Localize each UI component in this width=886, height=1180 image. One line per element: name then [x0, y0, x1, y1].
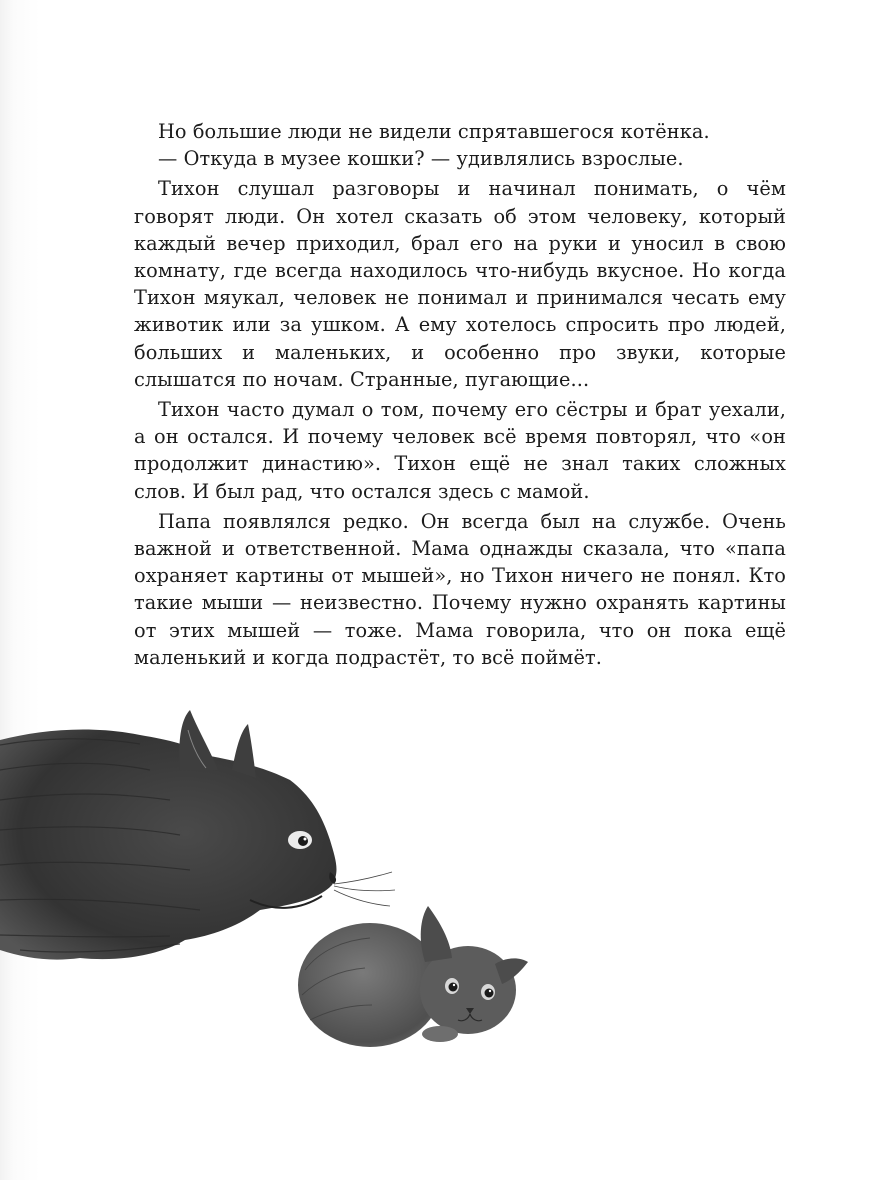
paragraph-1: Но большие люди не видели спрятавшегося котёнка.	[158, 120, 710, 143]
mother-cat-ear-left	[179, 710, 218, 770]
mother-cat-ear-right	[232, 724, 256, 778]
paragraph-5: Папа появлялся редко. Он всегда был на службе. Очень важной и ответственной. Мама однажды сказала, что «папа охраняет картины от мышей», но Тихон ничего не понял. Кто такие мыши — неизвестно. Почему нужно охранять картины от этих мышей — тоже. Мама говорила, что он пока ещё маленький и когда подрастёт, то всё поймёт.	[134, 509, 786, 669]
paragraph-3: Тихон слушал разговоры и начинал понимать, о чём говорят люди. Он хотел сказать об этом человеку, который каждый вечер приходил, брал его на руки и уносил в свою комнату, где всегда находилось что-нибудь вкусное. Но когда Тихон мяукал, человек не понимал и принимался чесать ему животик или за ушком. А ему хотелось спросить про людей, больших и маленьких, и особенно про звуки, которые слышатся по ночам. Странные, пугающие...	[134, 177, 786, 391]
kitten-paw	[422, 1026, 458, 1042]
story-text	[134, 118, 786, 674]
mother-cat-whiskers	[334, 872, 395, 906]
mother-cat	[0, 710, 395, 960]
cats-illustration	[0, 700, 560, 1080]
kitten-ear-left	[421, 906, 452, 962]
paragraph-4: Тихон часто думал о том, почему его сёстры и брат уехали, а он остался. И почему человек всё время повторял, что «он продолжит династию». Тихон ещё не знал таких сложных слов. И был рад, что остался здесь с мамой.	[134, 398, 786, 503]
paragraph-2: — Откуда в музее кошки? — удивлялись взрослые.	[158, 147, 684, 171]
kitten	[298, 906, 528, 1047]
